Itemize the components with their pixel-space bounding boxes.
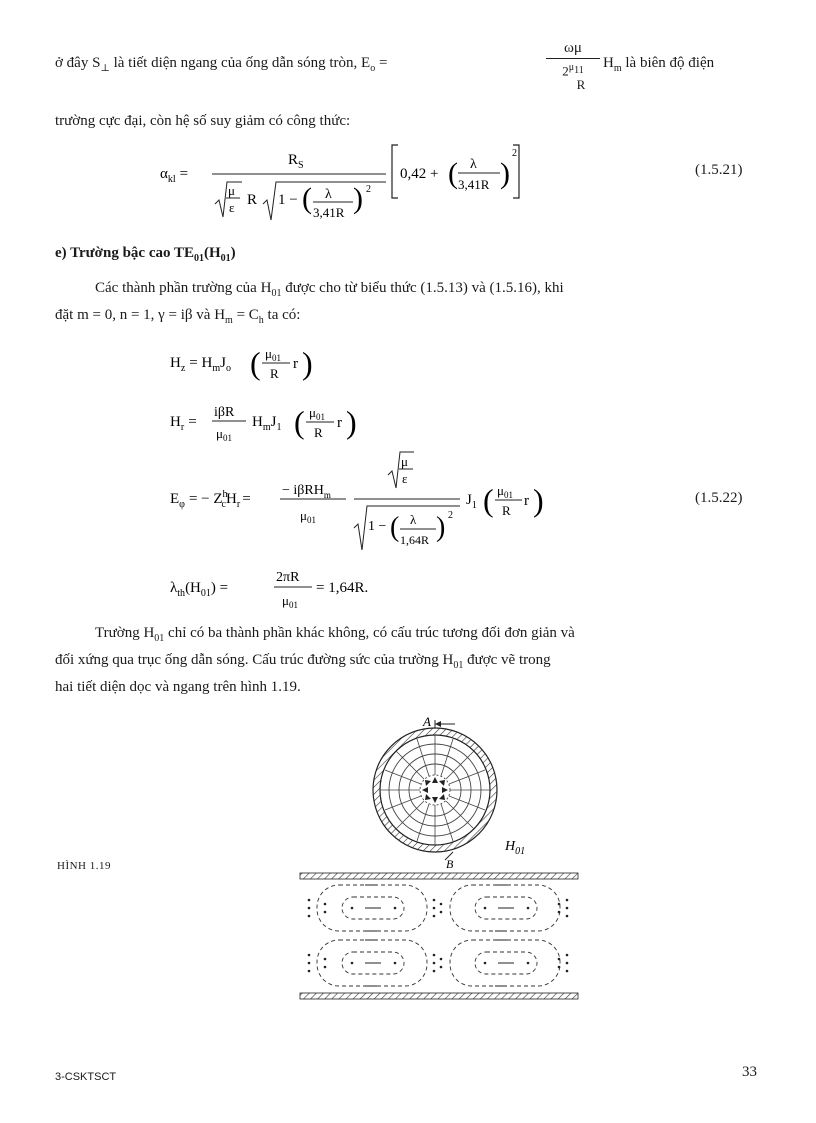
equation-hr	[170, 398, 370, 448]
R: R	[502, 503, 511, 518]
lambda: λ	[410, 512, 417, 527]
fraction-denominator	[546, 61, 600, 78]
figure-caption: HÌNH 1.19	[57, 860, 111, 872]
para2-line1	[95, 280, 564, 299]
alpha-numerator: $R_S$	[288, 152, 304, 171]
text: H	[603, 55, 614, 71]
square: 2	[448, 510, 453, 521]
text: e) Trường bậc cao TE	[55, 245, 194, 261]
paren-open-2: (	[483, 482, 494, 518]
loop-arrows	[365, 885, 514, 986]
bottom-wall	[300, 993, 578, 999]
text: = C	[232, 307, 259, 323]
text: là biên độ điện	[621, 55, 715, 71]
sub: 01	[220, 253, 231, 264]
page-number: 33	[742, 1064, 757, 1080]
text: Trường H	[95, 625, 155, 641]
hz-lhs: $H_z = H_mJ_o$	[170, 355, 231, 374]
text: đối xứng qua trục ống dẫn sóng. Cấu trúc đường sức của trường H	[55, 652, 454, 668]
sub: h	[258, 315, 264, 326]
text: ta có:	[263, 307, 301, 323]
lambda2: λ	[470, 157, 477, 172]
num: iβR	[214, 405, 235, 420]
equation-number-1: (1.5.21)	[695, 162, 743, 178]
text: ở đây S	[55, 55, 101, 71]
eps: ε	[402, 471, 408, 486]
e-field-dots	[308, 899, 569, 973]
label-H01: $H_{01}$	[505, 839, 526, 857]
hr-lhs: $H_r$ =	[170, 414, 197, 433]
text: =	[375, 55, 388, 71]
equation-hz	[170, 340, 330, 388]
R-factor: R	[247, 192, 258, 208]
text: (H	[203, 245, 221, 261]
label-B: B	[446, 857, 454, 871]
text: )	[230, 245, 236, 261]
rhs: = 1,64R.	[316, 580, 369, 596]
text: đặt m = 0, n = 1, γ = iβ và H	[55, 307, 226, 323]
mu01: $\mu_{01}$	[265, 346, 281, 363]
para3-line2	[55, 652, 551, 671]
paren-open: (	[390, 512, 400, 543]
mu01: $\mu_{01}$	[309, 405, 325, 422]
mu: μ	[228, 183, 235, 198]
fraction-numerator: ωμ	[546, 40, 600, 59]
sub: 01	[154, 633, 165, 644]
const: 0,42 +	[400, 166, 439, 182]
text: là tiết diện ngang của ống dẫn sóng tròn, E	[109, 55, 371, 71]
lambda-lhs: $\lambda_{th}(H_{01})$ =	[170, 580, 229, 599]
den: $\mu_{01}$	[282, 593, 298, 610]
r: r	[337, 415, 342, 431]
r: r	[293, 356, 298, 372]
sub: ⊥	[100, 63, 110, 74]
lam-den: 1,64R	[400, 533, 430, 547]
eo-fraction	[546, 40, 600, 92]
label-A: A	[423, 714, 431, 729]
paren2-close: )	[500, 157, 510, 190]
den-sub: 11	[574, 65, 584, 76]
square: 2	[366, 184, 371, 195]
den-2: 2	[562, 63, 569, 79]
ephi-lhs: $E_\varphi$ = − $Z^h$ $cH_r$ =	[170, 489, 251, 510]
num: − iβRH$_m$	[282, 483, 331, 500]
mu: μ	[401, 454, 408, 469]
figure-1-19	[295, 710, 585, 1005]
mu01: $\mu_{01}$	[497, 483, 513, 500]
square2: 2	[512, 148, 517, 159]
one-minus: 1 −	[368, 519, 387, 534]
para1-line1-end	[603, 55, 714, 74]
hm-j1: $H_mJ_1$	[252, 414, 282, 433]
para1-line1	[55, 55, 387, 74]
sub: 01	[453, 660, 464, 671]
h-loops	[317, 885, 560, 986]
top-wall	[300, 873, 578, 879]
num: 2πR	[276, 570, 300, 585]
den-R: R	[576, 77, 586, 93]
text: được cho từ biểu thức (1.5.13) và (1.5.16), khi	[281, 280, 564, 296]
cross-section	[373, 714, 525, 871]
paren-open: (	[294, 404, 305, 440]
den: $\mu_{01}$	[300, 508, 316, 525]
para3-line3: hai tiết diện dọc và ngang trên hình 1.19.	[55, 679, 301, 695]
sub: o	[370, 63, 376, 74]
text: được vẽ trong	[463, 652, 551, 668]
text: Các thành phần trường của H	[95, 280, 272, 296]
equation-alpha	[160, 140, 560, 225]
denom2: 3,41R	[458, 177, 490, 192]
paren-close: )	[346, 404, 357, 440]
para3-line1	[95, 625, 575, 644]
footer-code: 3-CSKTSCT	[55, 1071, 117, 1083]
para1-line2: trường cực đại, còn hệ số suy giảm có công thức:	[55, 113, 351, 129]
den-mu: μ	[568, 62, 575, 73]
denom: 3,41R	[313, 205, 345, 220]
paren-open: (	[250, 345, 261, 381]
paren-open: (	[302, 182, 312, 215]
R: R	[270, 366, 279, 381]
equation-ephi	[170, 450, 550, 555]
lambda: λ	[325, 187, 332, 202]
para2-line2	[55, 307, 300, 326]
alpha-lhs: $\alpha_{kl}$ =	[160, 166, 189, 185]
paren-close: )	[302, 345, 313, 381]
sub: m	[613, 63, 622, 74]
R: R	[314, 425, 323, 440]
bracket-open	[392, 145, 398, 198]
one-minus: 1 −	[278, 192, 298, 208]
equation-number-2: (1.5.22)	[695, 490, 743, 506]
sub: 01	[193, 253, 204, 264]
r: r	[524, 493, 529, 509]
text: chỉ có ba thành phần khác không, có cấu trúc tương đối đơn giản và	[164, 625, 575, 641]
section-heading	[55, 245, 236, 264]
marker-A-head	[435, 721, 441, 727]
longitudinal-section	[300, 873, 578, 999]
sub: m	[225, 315, 233, 326]
equation-lambda	[170, 565, 400, 615]
eps: ε	[229, 200, 235, 215]
den: $\mu_{01}$	[216, 426, 232, 443]
paren-close: )	[436, 512, 446, 543]
paren-close-2: )	[533, 482, 544, 518]
j1: $J_1$	[466, 492, 477, 511]
paren2-open: (	[448, 157, 458, 190]
sub: 01	[271, 288, 282, 299]
paren-close: )	[353, 182, 363, 215]
